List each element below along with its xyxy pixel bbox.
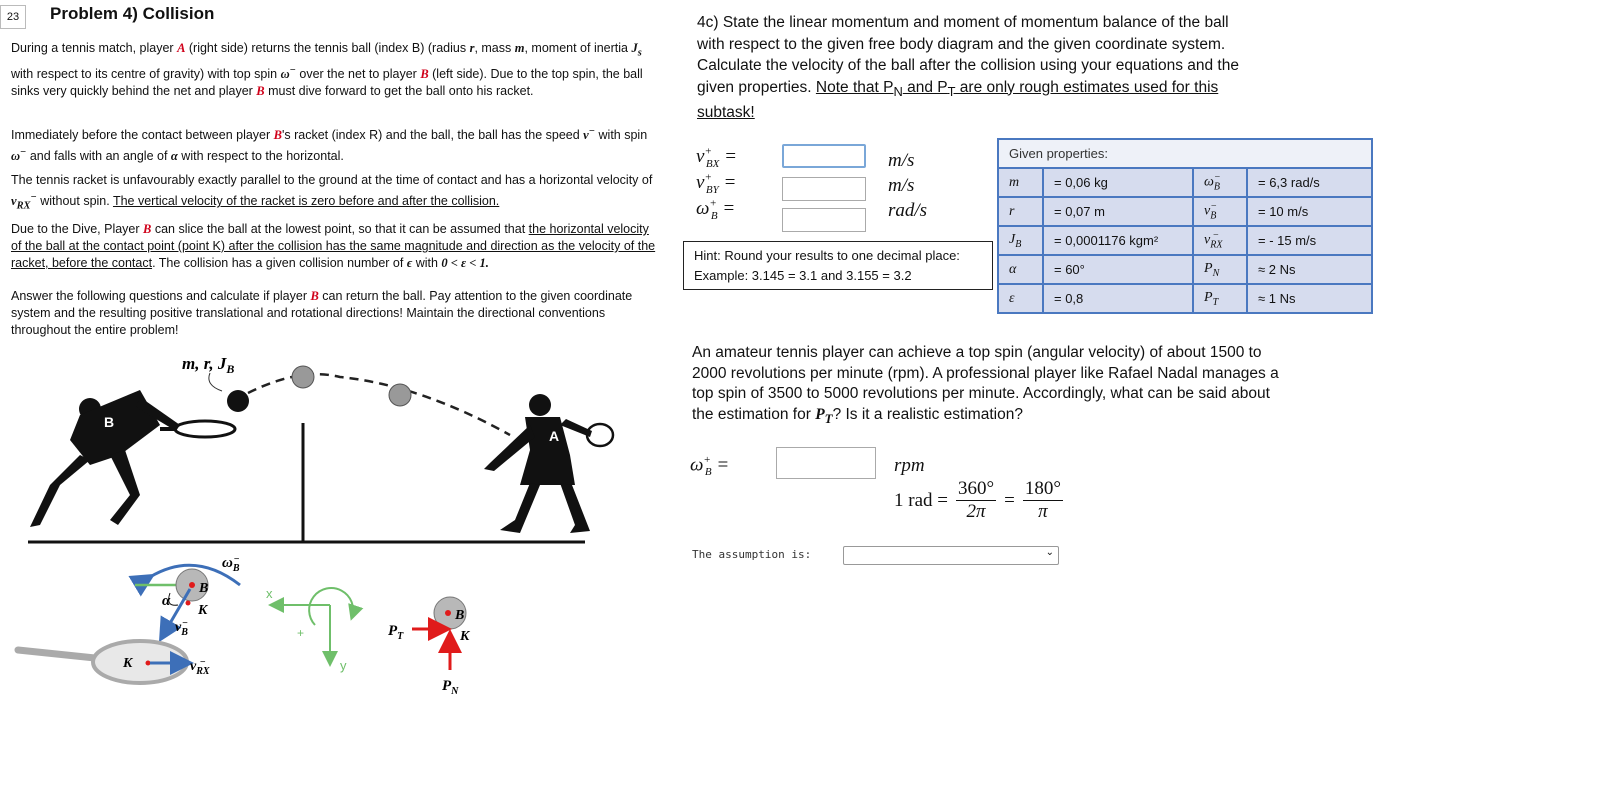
contact-paragraph: Immediately before the contact between player B's racket (index R) and the ball, the ball has the speed v− with spin ω− and falls with an angle of α with respect to the horizontal. (11, 126, 648, 164)
instructions-paragraph: Answer the following questions and calculate if player B can return the ball. Pay attention to the given coordinate system and the resulting positive translational and rotational directions! Maintain the directional conventions throughout the entire problem! (11, 289, 633, 337)
alpha-label: α (162, 593, 171, 609)
svg-text:B: B (104, 414, 115, 430)
omega-rpm-label: $\omega^+_B$ = (690, 454, 730, 479)
answer-row-vbx: $v^+_{BX}$ = (696, 146, 737, 171)
answer-row-omega: $\omega^+_B$ = (696, 198, 736, 223)
free-body-diagram (0, 555, 520, 715)
label-pointer (209, 373, 222, 391)
vby-unit: m/s (888, 175, 915, 196)
given-row: m = 0,06 kg $\omega_B^-$ = 6,3 rad/s (998, 168, 1372, 197)
impulse-diagram (388, 597, 471, 697)
player-b-silhouette (30, 390, 235, 527)
svg-text:PT: $P_T$ (388, 623, 404, 642)
vby-input[interactable] (782, 177, 866, 201)
question-4c: 4c) State the linear momentum and moment of momentum balance of the ball with respect to the given free body diagram and the given coordinate system. Calculate the velocity of the ball after the collision using your equations and the given properties. Note that $P_N$ and $P_T$ are only rough estimates used for this subtask! (697, 14, 1239, 122)
point-b-label: B (199, 581, 209, 596)
rpm-unit: rpm (894, 455, 925, 476)
svg-text:K: K (460, 629, 470, 644)
omega-b-label (222, 555, 240, 574)
given-row: α = 60° $P_N$ ≈ 2 Ns (998, 255, 1372, 284)
svg-text:A: A (549, 428, 560, 444)
svg-text:PN: $P_N$ (442, 678, 459, 697)
point-k-label: K (198, 603, 208, 618)
omega-unit: rad/s (888, 200, 928, 221)
svg-text:y: y (340, 658, 347, 673)
ball-in-flight-2 (389, 384, 411, 406)
racket-paragraph: The tennis racket is unfavourably exactly parallel to the ground at the time of contact and has a horizontal velocity of $v_{RX}^-$ without spin. The vertical velocity of the racket is zero before and after the collision. (11, 173, 653, 212)
assumption-label: The assumption is: (692, 548, 812, 561)
topspin-question: An amateur tennis player can achieve a top spin (angular velocity) of about 1500 to 2000 revolutions per minute (rpm). A professional player like Rafael Nadal manages a top spin of 3500 to 5000 revolutions per minute. Accordingly, what can be said about the estimation for $P_T$? Is it a realistic estimation? (692, 344, 1279, 426)
assumption-select[interactable] (843, 546, 1059, 565)
vbx-input[interactable] (782, 144, 866, 168)
player-a-silhouette (484, 394, 613, 533)
velocity-b-label (175, 618, 188, 638)
problem-title: Problem 4) Collision (50, 4, 215, 23)
intro-paragraph: During a tennis match, player A (right side) returns the tennis ball (index B) (radius r, mass m, moment of inertia $J_s$ with respect to its centre of gravity) with top spin ω− over the net to player B (left side). Due to the top spin, the ball sinks very quickly behind the net and player B must dive forward to get the ball onto his racket. (11, 41, 643, 98)
given-row: ε = 0,8 $P_T$ ≈ 1 Ns (998, 284, 1372, 313)
given-properties (997, 138, 1373, 314)
velocity-rx-label (190, 657, 210, 677)
svg-text:m, r, JB: m, r, $J_B$ (182, 354, 235, 376)
page-number: 23 (0, 5, 26, 29)
answer-row-vby: $v^+_{BY}$ = (696, 172, 737, 197)
vbx-unit: m/s (888, 150, 915, 171)
rad-conversion: 1 rad = $\frac{360^\circ}{2\pi}$ = $\frac{180^\circ}{\pi}$ (894, 478, 1061, 522)
mrj-label (182, 354, 234, 376)
ball-in-flight-1 (292, 366, 314, 388)
svg-text:vB−: $v_B-$ (175, 618, 188, 638)
ball-at-contact (227, 390, 249, 412)
svg-text:x: x (266, 586, 273, 601)
omega-rpm-input[interactable] (776, 447, 876, 479)
chevron-down-icon: ⌄ (1045, 547, 1054, 558)
rounding-hint: Hint: Round your results to one decimal place: Example: 3.145 = 3.1 and 3.155 = 3.2 (683, 241, 993, 290)
ball-trajectory (248, 374, 510, 435)
tennis-court-figure (0, 345, 690, 560)
given-row: r = 0,07 m $v_B^-$ = 10 m/s (998, 197, 1372, 226)
coordinate-system (266, 586, 353, 673)
svg-text:vRX−: $v_{RX}-$ (190, 657, 210, 677)
given-header: Given properties: (998, 139, 1372, 168)
dive-paragraph: Due to the Dive, Player B can slice the ball at the lowest point, so that it can be assumed that the horizontal velocity of the ball at the contact point (point K) after the collision has the same magnitude and direction as the velocity of the racket, before the contact. The collision has a given collision number of ϵ with 0 < ε < 1. (11, 222, 656, 270)
racket-contact-label: K (123, 656, 133, 671)
svg-text:+: + (297, 626, 305, 640)
svg-text:B: B (455, 608, 465, 623)
svg-text:ωB−: $\omega_B-$ (222, 555, 240, 574)
given-row: $J_B$ = 0,0001176 kgm² $v_{RX}^-$ = - 15 m/s (998, 226, 1372, 255)
omega-input[interactable] (782, 208, 866, 232)
